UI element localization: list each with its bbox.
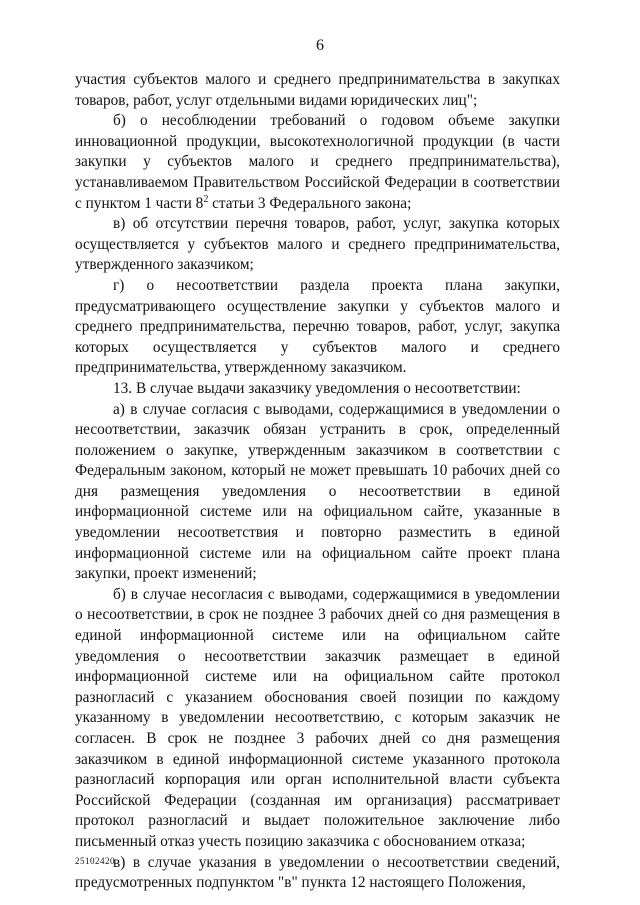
- document-code: 25102420: [75, 856, 115, 866]
- paragraph-item-b: [75, 111, 560, 214]
- paragraph-continuation: участия субъектов малого и среднего предпринимательства в закупках товаров, работ, услуг отдельными видами юридических лиц";: [75, 71, 560, 109]
- paragraph-item-v: в) об отсутствии перечня товаров, работ, услуг, закупка которых осуществляется у субъектов малого и среднего предпринимательства, утвержденного заказчиком;: [75, 215, 560, 274]
- page-number: 6: [316, 37, 324, 54]
- document-body: [75, 70, 560, 894]
- superscript-8-2: 2: [203, 193, 209, 205]
- paragraph-item-g: г) о несоответствии раздела проекта плана закупки, предусматривающего осуществление закупки у субъектов малого и среднего предпринимательства, перечню товаров, работ, услуг, закупка которых осуществляется у субъектов малого и среднего предпринимательства, утвержденному заказчиком.: [75, 276, 560, 377]
- paragraph-13-b: б) в случае несогласия с выводами, содержащимися в уведомлении о несоответствии, в срок не позднее 3 рабочих дней со дня размещения в единой информационной системе или на официальном сайте уведомления о несоответствии заказчик размещает в единой информационной системе или на официальном сайте протокол разногласий с указанием обоснования своей позиции по каждому указанному в уведомлении несоответствию, с которым заказчик не согласен. В срок не позднее 3 рабочих дней со дня размещения заказчиком в единой информационной системе указанного протокола разногласий корпорация или орган исполнительной власти субъекта Российской Федерации (созданная им организация) рассматривает протокол разногласий и выдает положительное заключение либо письменный отказ учесть позицию заказчика с обоснованием отказа;: [75, 585, 560, 850]
- paragraph-section-13: 13. В случае выдачи заказчику уведомления о несоответствии:: [113, 379, 521, 397]
- paragraph-13-a: а) в случае согласия с выводами, содержащимися в уведомлении о несоответствии, заказчик обязан устранить в срок, определенный положением о закупке, утвержденным заказчиком в соответствии с Федеральным законом, который не может превышать 10 рабочих дней со дня размещения уведомления о несоответствии в единой информационной системе или на официальном сайте, указанные в уведомлении несоответствия и повторно разместить в единой информационной системе или на официальном сайте проект плана закупки, проект изменений;: [75, 400, 560, 583]
- paragraph-item-b-tail: статьи 3 Федерального закона;: [208, 194, 412, 212]
- paragraph-13-v: в) в случае указания в уведомлении о несоответствии сведений, предусмотренных подпунктом "в" пункта 12 настоящего Положения,: [75, 853, 560, 892]
- paragraph-item-b-text: б) о несоблюдении требований о годовом объеме закупки инновационной продукции, высокотехнологичной продукции (в части закупки у субъектов малого и среднего предпринимательства), устанавливаемом Правительством Российской Федерации в соответствии с пунктом 1 части 8: [75, 112, 560, 212]
